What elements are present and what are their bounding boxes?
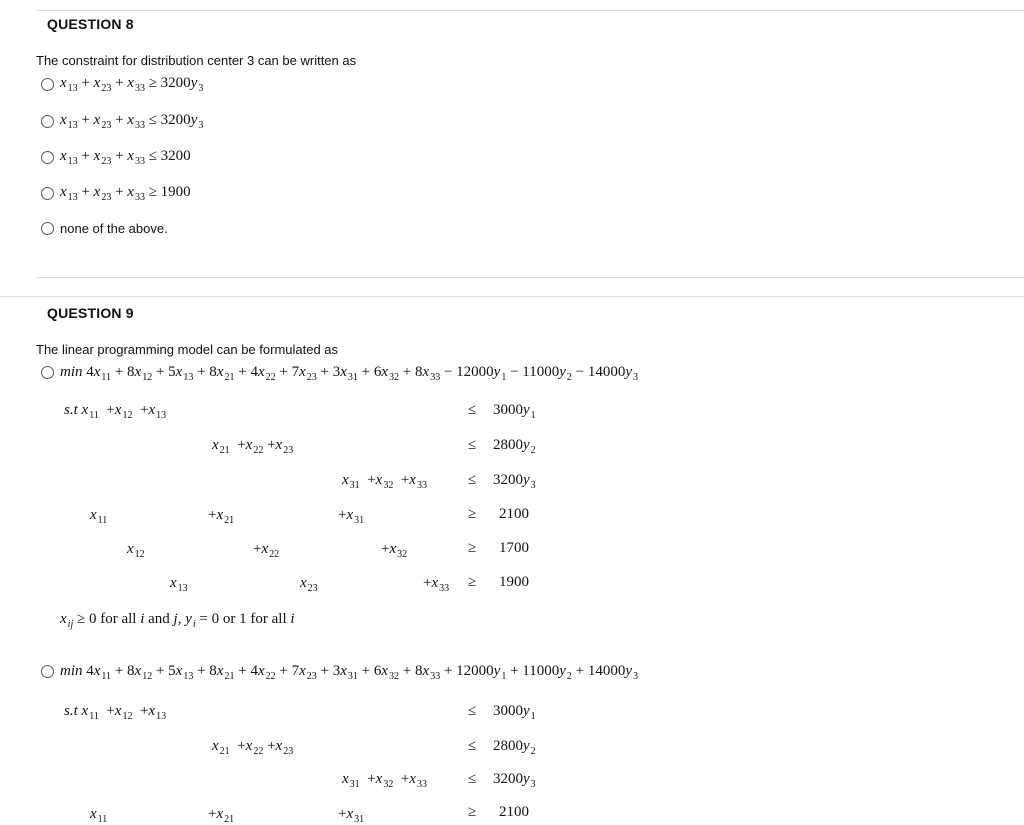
question-8-prompt: The constraint for distribution center 3 can be written as [36, 53, 357, 68]
question-9-title: QUESTION 9 [47, 305, 134, 321]
q9-o1-c5-rel: ≥ [468, 540, 477, 556]
q8-option-2-expr: $x_{13} + x_{23} + x_{33} \le 3200y_3$ [60, 112, 204, 131]
q8-option-4-expr: $x_{13} + x_{23} + x_{33} \ge 1900$ [60, 184, 191, 203]
q9-o1-c5-x32: $+x_{32}$ [381, 541, 408, 560]
q9-o2-c2-rhs: $2800y_2$ [493, 738, 536, 757]
q8-option-5-label: none of the above. [60, 221, 168, 236]
q9-o1-c2-lhs: $x_{21} +x_{22} +x_{23}$ [212, 437, 294, 456]
q9-o1-c6-x13: $x_{13}$ [170, 575, 188, 594]
q9-o1-c4-rel: ≥ [468, 506, 477, 522]
q8-option-4-radio[interactable] [41, 187, 54, 200]
q9-o1-c5-x12: $x_{12}$ [127, 541, 145, 560]
q9-option-2-objective: $\min 4x_{11} + 8x_{12} + 5x_{13} + 8x_{21} + 4x_{22} + 7x_{23} + 3x_{31} + 6x_{32} + 8x_{33} + 12000y_1 + 11000y_2 + 14000y_3$ [60, 663, 639, 682]
q8-option-1-radio[interactable] [41, 78, 54, 91]
q9-o1-c2-rel: ≤ [468, 437, 477, 453]
q9-o1-c2-rhs: $2800y_2$ [493, 437, 536, 456]
q9-option-1-radio[interactable] [41, 366, 54, 379]
q9-o1-c6-x33: $+x_{33}$ [423, 575, 450, 594]
question-divider-2 [0, 296, 1024, 297]
q9-o2-c4-x31: $+x_{31}$ [338, 806, 365, 825]
q9-o2-c4-x11: $x_{11}$ [90, 806, 108, 825]
q9-o1-c6-rhs: 1900 [499, 574, 529, 590]
top-divider [36, 10, 1024, 11]
q9-o1-c6-x23: $x_{23}$ [300, 575, 318, 594]
q9-o1-domain: $x_{ij} \ge 0$ for all i and j, $y_i = 0$ or 1 for all i [60, 611, 295, 630]
q9-o2-c3-rel: ≤ [468, 771, 477, 787]
q9-o2-c2-lhs: $x_{21} +x_{22} +x_{23}$ [212, 738, 294, 757]
q9-o2-c4-x21: $+x_{21}$ [208, 806, 235, 825]
q9-o2-c1-rel: ≤ [468, 703, 477, 719]
q8-option-5-radio[interactable] [41, 222, 54, 235]
q8-option-1-expr: $x_{13} + x_{23} + x_{33} \ge 3200y_3$ [60, 75, 204, 94]
q9-o1-c4-x31: $+x_{31}$ [338, 507, 365, 526]
q9-o1-c1-rel: ≤ [468, 402, 477, 418]
q9-o2-c3-rhs: $3200y_3$ [493, 771, 536, 790]
q9-o1-c3-lhs: $x_{31} +x_{32} +x_{33}$ [342, 472, 427, 491]
q9-o2-c4-rhs: 2100 [499, 804, 529, 820]
q9-o1-c3-rhs: $3200y_3$ [493, 472, 536, 491]
q9-o1-c4-x21: $+x_{21}$ [208, 507, 235, 526]
q9-o1-c3-rel: ≤ [468, 472, 477, 488]
q9-o2-c3-lhs: $x_{31} +x_{32} +x_{33}$ [342, 771, 427, 790]
q9-o1-c4-x11: $x_{11}$ [90, 507, 108, 526]
q9-o1-c4-rhs: 2100 [499, 506, 529, 522]
q9-o2-c1-lhs: s.t $x_{11} +x_{12} +x_{13}$ [64, 703, 167, 722]
q9-o2-c4-rel: ≥ [468, 804, 477, 820]
question-9-prompt: The linear programming model can be formulated as [36, 342, 339, 357]
q9-o1-c5-x22: $+x_{22}$ [253, 541, 280, 560]
q9-o1-c6-rel: ≥ [468, 574, 477, 590]
q9-o1-c1-rhs: $3000y_1$ [493, 402, 536, 421]
q9-option-2-radio[interactable] [41, 665, 54, 678]
q9-o2-c2-rel: ≤ [468, 738, 477, 754]
q9-o2-c1-rhs: $3000y_1$ [493, 703, 536, 722]
question-8-title: QUESTION 8 [47, 16, 134, 32]
q9-o1-c5-rhs: 1700 [499, 540, 529, 556]
question-divider [36, 277, 1024, 278]
q8-option-2-radio[interactable] [41, 115, 54, 128]
q9-o1-c1-lhs: s.t $x_{11} +x_{12} +x_{13}$ [64, 402, 167, 421]
q8-option-3-expr: $x_{13} + x_{23} + x_{33} \le 3200$ [60, 148, 191, 167]
q9-option-1-objective: $\min 4x_{11} + 8x_{12} + 5x_{13} + 8x_{21} + 4x_{22} + 7x_{23} + 3x_{31} + 6x_{32} + 8x_{33} - 12000y_1 - 11000y_2 - 14000y_3$ [60, 364, 639, 383]
q8-option-3-radio[interactable] [41, 151, 54, 164]
